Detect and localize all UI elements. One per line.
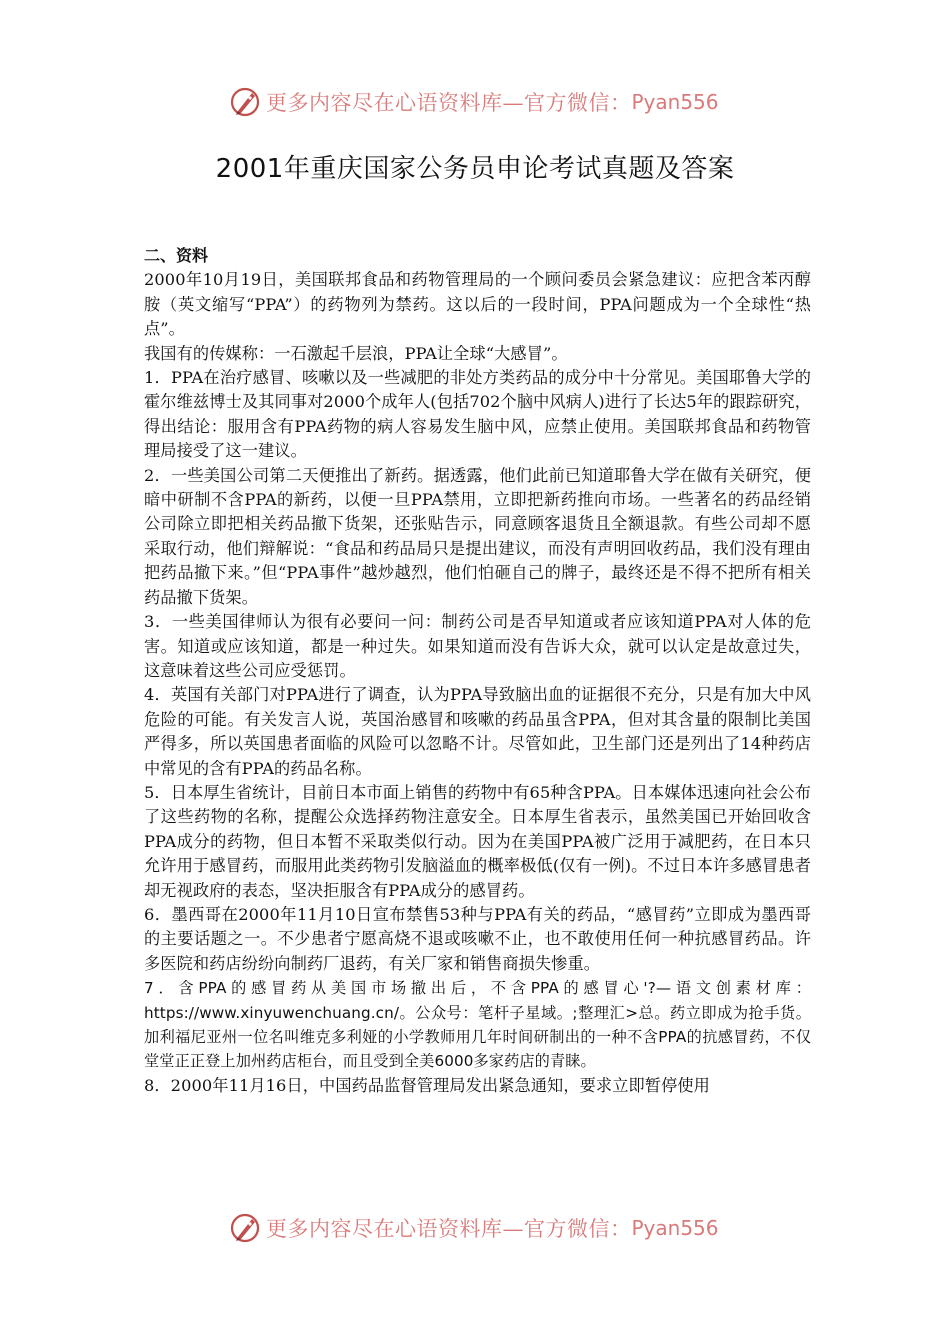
paragraph-1: 1．PPA在治疗感冒、咳嗽以及一些减肥的非处方类药品的成分中十分常见。美国耶鲁大学的霍尔维兹博士及其同事对2000个成年人(包括702个脑中风病人)进行了长达5年的跟踪研究，得出结论：服用含有PPA药物的病人容易发生脑中风，应禁止使用。美国联邦食品和药物管理局接受了这一建议。 xyxy=(144,368,811,461)
paragraph-media: 我国有的传媒称：一石激起千层浪，PPA让全球“大感冒”。 xyxy=(144,343,568,363)
paragraph-6: 6．墨西哥在2000年11月10日宣布禁售53种与PPA有关的药品，“感冒药”立即成为墨西哥的主要话题之一。不少患者宁愿高烧不退或咳嗽不止，也不敢使用任何一种抗感冒药品。许多医院和药店纷纷向制药厂退药，有关厂家和销售商损失惨重。 xyxy=(144,904,811,973)
paragraph-7: 7．含PPA的感冒药从美国市场撤出后，不含PPA的感冒心'?—语文创素材库：https://www.xinyuwenchuang.cn/。公众号：笔杆子星域。;整理汇>总。药立即成为抢手货。加利福尼亚州一位名叫维克多利娅的小学教师用几年时间研制出的一种不含PPA的抗感冒药，不仅堂堂正正登上加州药店柜台，而且受到全美6000多家药店的青睐。 xyxy=(144,979,811,1071)
paragraph-3: 3．一些美国律师认为很有必要问一问：制药公司是否早知道或者应该知道PPA对人体的危害。知道或应该知道，都是一种过失。如果知道而没有告诉大众，就可以认定是故意过失，这意味着这些公司应受惩罚。 xyxy=(144,612,811,680)
paragraph-2: 2．一些美国公司第二天便推出了新药。据透露，他们此前已知道耶鲁大学在做有关研究，便暗中研制不含PPA的新药，以便一旦PPA禁用，立即把新药推向市场。一些著名的药品经销公司除立即把相关药品撤下货架，还张贴告示，同意顾客退货且全额退款。有些公司却不愿采取行动，他们辩解说：“食品和药品局只是提出建议，而没有声明回收药品，我们没有理由把药品撤下来。”但“PPA事件”越炒越烈，他们怕砸自己的牌子，最终还是不得不把所有相关药品撤下货架。 xyxy=(144,465,811,607)
footer-banner xyxy=(228,1208,719,1248)
document-body xyxy=(144,244,811,1098)
paragraph-8: 8．2000年11月16日，中国药品监督管理局发出紧急通知，要求立即暂停使用 xyxy=(144,1075,710,1095)
banner-wechat-id: Pyan556 xyxy=(631,1216,719,1240)
banner-text: 更多内容尽在心语资料库—官方微信： xyxy=(266,1217,632,1241)
paragraph-intro: 2000年10月19日，美国联邦食品和药物管理局的一个顾问委员会紧急建议：应把含苯丙醇胺（英文缩写“PPA”）的药物列为禁药。这以后的一段时间，PPA问题成为一个全球性“热点”。 xyxy=(144,270,811,339)
header-banner xyxy=(228,82,719,122)
banner-text: 更多内容尽在心语资料库—官方微信： xyxy=(266,91,632,115)
banner-wechat-id: Pyan556 xyxy=(631,90,719,114)
paragraph-5: 5．日本厚生省统计，目前日本市面上销售的药物中有65种含PPA。日本媒体迅速向社会公布了这些药物的名称，提醒公众选择药物注意安全。日本厚生省表示，虽然美国已开始回收含PPA成分的药物，但日本暂不采取类似行动。因为在美国PPA被广泛用于减肥药，在日本只允许用于感冒药，而服用此类药物引发脑溢血的概率极低(仅有一例)。不过日本许多感冒患者却无视政府的表态，坚决拒服含有PPA成分的感冒药。 xyxy=(144,782,811,900)
paragraph-4: 4．英国有关部门对PPA进行了调查，认为PPA导致脑出血的证据很不充分，只是有加大中风危险的可能。有关发言人说，英国治感冒和咳嗽的药品虽含PPA，但对其含量的限制比美国严得多，所以英国患者面临的风险可以忽略不计。尽管如此，卫生部门还是列出了14种药店中常见的含有PPA的药品名称。 xyxy=(144,685,811,778)
section-heading: 二、资料 xyxy=(144,246,209,265)
pen-nib-logo-icon xyxy=(228,1211,262,1245)
page-title: 2001年重庆国家公务员申论考试真题及答案 xyxy=(215,154,735,184)
pen-nib-logo-icon xyxy=(228,85,262,119)
